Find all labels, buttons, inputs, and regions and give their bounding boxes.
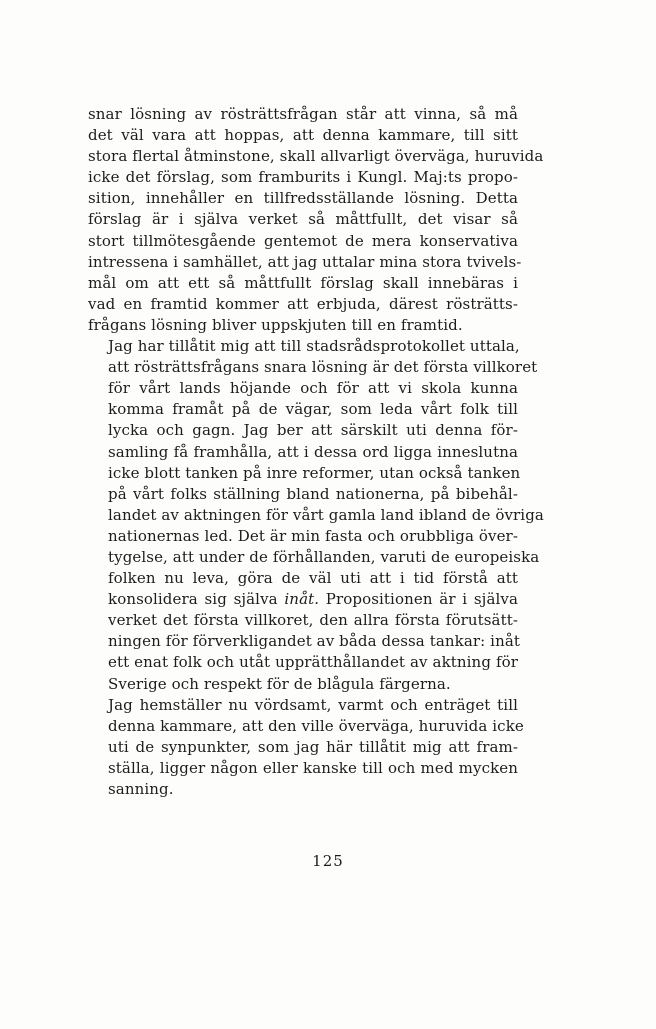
text-line (88, 589, 518, 610)
text-line: frågans lösning bliver uppskjuten till en framtid. (88, 315, 463, 334)
text-line: icke blott tanken på inre reformer, utan också tanken (108, 463, 521, 482)
text-line: Jag hemställer nu vördsamt, varmt och enträget till (108, 695, 518, 714)
text-line: stora flertal åtminstone, skall allvarligt överväga, huruvida (88, 147, 544, 166)
text-line: på vårt folks ställning bland nationerna, på bibehål- (108, 484, 518, 503)
text-segment: Propositionen är i själva (319, 590, 518, 609)
text-line: icke det förslag, som framburits i Kungl. Maj:ts propo- (88, 168, 518, 187)
text-line: samling få framhålla, att i dessa ord ligga inneslutna (108, 442, 518, 461)
text-line: Sverige och respekt för de blågula färgerna. (108, 674, 451, 693)
page-number: 125 (312, 852, 344, 870)
text-line: landet av aktningen för vårt gamla land ibland de övriga (108, 505, 544, 524)
text-line: verket det första villkoret, den allra första förutsätt- (108, 611, 518, 630)
text-line: det väl vara att hoppas, att denna kammare, till sitt (88, 126, 518, 145)
text-line: sition, innehåller en tillfredsställande lösning. Detta (88, 189, 518, 208)
text-segment: konsolidera sig själva (108, 590, 285, 609)
paragraph (88, 336, 544, 695)
text-line: ett enat folk och utåt upprätthållandet av aktning för (108, 653, 518, 672)
text-line: för vårt lands höjande och för att vi skola kunna (108, 379, 518, 398)
text-line: sanning. (108, 780, 174, 798)
text-line: ställa, ligger någon eller kanske till och med mycken (108, 758, 518, 777)
text-line: stort tillmötesgående gentemot de mera konservativa (88, 231, 518, 250)
text-line: tygelse, att under de förhållanden, varuti de europeiska (108, 547, 540, 566)
text-line: mål om att ett så måttfullt förslag skall innebäras i (88, 273, 518, 292)
text-line: uti de synpunkter, som jag här tillåtit mig att fram- (108, 737, 518, 756)
body-text (88, 104, 544, 800)
text-line: folken nu leva, göra de väl uti att i tid förstå att (108, 569, 518, 588)
text-line: att rösträttsfrågans snara lösning är det första villkoret (108, 358, 538, 377)
text-line: Jag har tillåtit mig att till stadsrådsprotokollet uttala, (108, 337, 520, 356)
text-line: denna kammare, att den ville överväga, huruvida icke (108, 716, 524, 735)
paragraph (88, 104, 544, 336)
text-line: nationernas led. Det är min fasta och orubbliga över- (108, 526, 518, 545)
text-line: förslag är i själva verket så måttfullt, det visar så (88, 210, 518, 229)
paragraph (88, 695, 524, 800)
text-line: vad en framtid kommer att erbjuda, därest rösträtts- (88, 294, 518, 313)
text-line: ningen för förverkligandet av båda dessa tankar: inåt (108, 632, 520, 651)
text-line: lycka och gagn. Jag ber att särskilt uti denna för- (108, 421, 518, 440)
emphasized-word: inåt. (284, 590, 320, 609)
text-line: intressena i samhället, att jag uttalar mina stora tvivels- (88, 252, 522, 271)
text-line: snar lösning av rösträttsfrågan står att vinna, så må (88, 105, 518, 123)
text-line: komma framåt på de vägar, som leda vårt folk till (108, 400, 518, 419)
